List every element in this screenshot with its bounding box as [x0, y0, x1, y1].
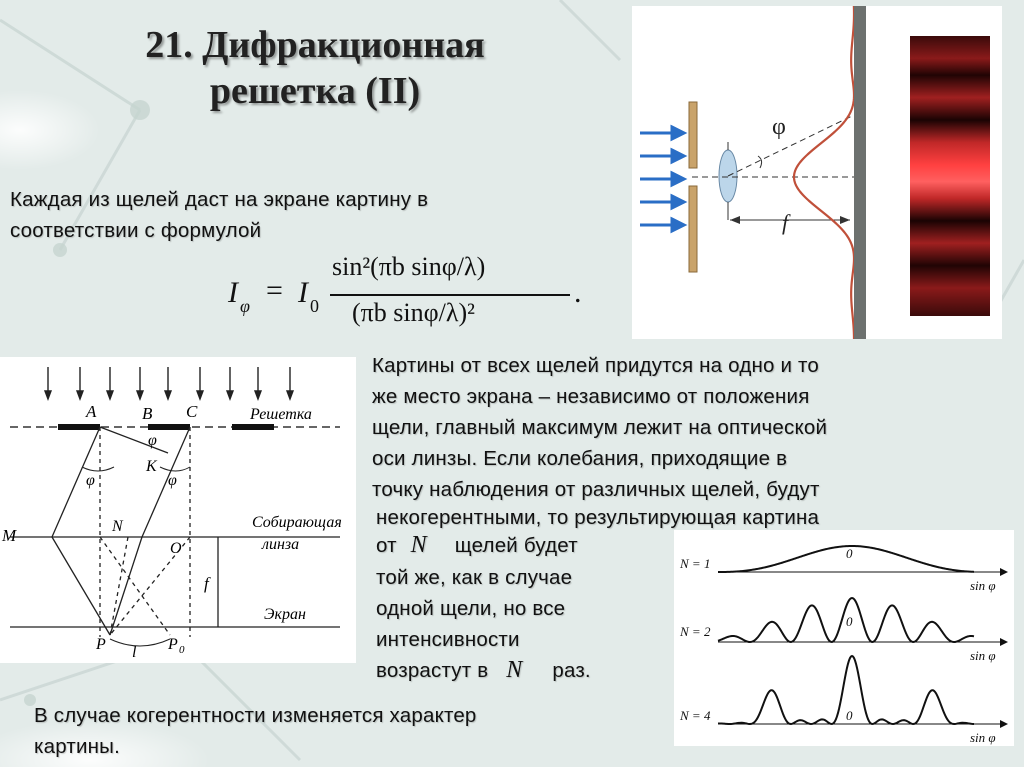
phi-label-1: φ	[148, 432, 157, 449]
para-line-7b: щелей будет	[454, 534, 578, 557]
slide-title	[80, 22, 550, 114]
label-P0: P	[168, 636, 178, 653]
formula-I: I	[228, 276, 238, 309]
bottom-line-1: В случае когерентности изменяется характер	[34, 704, 477, 727]
sin-label-3: sin φ	[970, 730, 996, 745]
top-phi-label: φ	[772, 114, 786, 140]
intro-line-2: соответствии с формулой	[10, 219, 262, 242]
label-P: P	[96, 636, 106, 653]
para-line-6: некогерентными, то результирующая картина	[376, 506, 820, 529]
n4-label: N = 4	[680, 708, 711, 723]
formula-denominator: (πb sinφ/λ)²	[352, 298, 475, 327]
intensity-formula	[228, 250, 598, 348]
label-C: C	[186, 402, 198, 421]
n2-label: N = 2	[680, 624, 711, 639]
incident-light-arrows	[640, 127, 684, 231]
para-line-5: точку наблюдения от различных щелей, будут	[372, 478, 820, 501]
sin-label-1: sin φ	[970, 578, 996, 593]
para-line-8: той же, как в случае	[376, 566, 573, 589]
lens-label-2: линза	[262, 536, 300, 553]
intensity-curve	[794, 6, 854, 339]
para-line-4: оси линзы. Если колебания, приходящие в	[372, 447, 788, 470]
para-line-3: щели, главный максимум лежит на оптической	[372, 416, 828, 439]
label-K: K	[146, 458, 157, 475]
grating-label: Решетка	[250, 406, 312, 423]
formula-period: .	[574, 276, 582, 309]
label-A: A	[86, 402, 97, 421]
bottom-text	[34, 700, 477, 762]
N-symbol-2: N	[506, 657, 523, 683]
screen-label: Экран	[264, 606, 306, 623]
N-symbol-1: N	[410, 532, 427, 558]
zero-label-1: 0	[846, 546, 853, 561]
title-line-2: решетка (II)	[209, 70, 421, 112]
screen-bar	[854, 6, 866, 339]
optics-setup-diagram	[632, 6, 1002, 339]
top-f-label: f	[782, 210, 789, 235]
label-f: f	[204, 574, 209, 593]
lens-label-1: Собирающая	[252, 514, 342, 531]
phi-label-2: φ	[86, 472, 95, 489]
n1-label: N = 1	[680, 556, 711, 571]
formula-phi-sub: φ	[240, 296, 250, 316]
formula-equals: =	[266, 274, 283, 307]
intro-line-1: Каждая из щелей даст на экране картину в	[10, 188, 429, 211]
para-line-11b: раз.	[552, 659, 591, 682]
para-line-7	[376, 530, 578, 561]
fringe-pattern	[910, 36, 990, 316]
title-line-1: 21. Дифракционная	[145, 24, 485, 66]
formula-numerator: sin²(πb sinφ/λ)	[332, 252, 486, 281]
slit-lower-plate	[689, 186, 697, 272]
para-line-11	[376, 655, 591, 686]
para-line-10: интенсивности	[376, 628, 520, 651]
grating-geometry-diagram	[0, 357, 356, 663]
label-M: M	[2, 526, 17, 545]
phi-ray	[728, 116, 852, 176]
para-line-7a: от	[376, 534, 397, 557]
intro-text	[10, 184, 428, 246]
zero-label-2: 0	[846, 614, 853, 629]
zero-label-3: 0	[846, 708, 853, 723]
sin-label-2: sin φ	[970, 648, 996, 663]
formula-I0-sub: 0	[310, 296, 319, 316]
formula-fraction-bar	[330, 294, 570, 296]
phi-label-3: φ	[168, 472, 177, 489]
para-line-2: же место экрана – независимо от положения	[372, 385, 810, 408]
interference-curves-panel	[674, 530, 1014, 746]
label-l: l	[132, 644, 137, 661]
para-line-11a: возрастут в	[376, 659, 489, 682]
main-paragraph	[372, 350, 827, 505]
para-line-9: одной щели, но все	[376, 597, 566, 620]
label-B: B	[142, 404, 153, 423]
bottom-line-2: картины.	[34, 735, 120, 758]
para-line-1: Картины от всех щелей придутся на одно и то	[372, 354, 820, 377]
label-P0-sub: 0	[179, 644, 185, 656]
slit-upper-plate	[689, 102, 697, 168]
incident-arrows	[45, 367, 293, 399]
label-O: O	[170, 540, 182, 557]
formula-I0: I	[298, 276, 308, 309]
label-N: N	[112, 518, 123, 535]
